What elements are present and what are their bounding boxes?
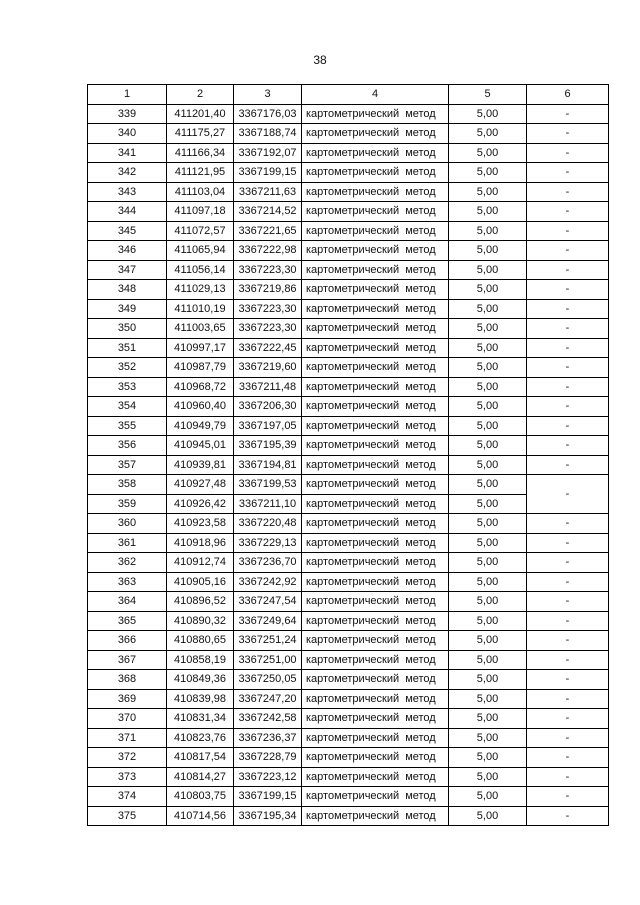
y-coordinate-cell: 3367228,79 [234, 748, 302, 768]
note-cell: - [527, 436, 609, 456]
point-number-cell: 342 [88, 163, 167, 183]
y-coordinate-cell: 3367214,52 [234, 202, 302, 222]
table-row [88, 163, 609, 183]
accuracy-cell: 5,00 [449, 709, 527, 729]
x-coordinate-cell: 410997,17 [167, 338, 234, 358]
method-cell: картометрический метод [302, 611, 449, 631]
point-number-cell: 353 [88, 377, 167, 397]
x-coordinate-cell: 410912,74 [167, 553, 234, 573]
point-number-cell: 340 [88, 124, 167, 144]
accuracy-cell: 5,00 [449, 143, 527, 163]
x-coordinate-cell: 410905,16 [167, 572, 234, 592]
x-coordinate-cell: 410858,19 [167, 650, 234, 670]
table-row [88, 241, 609, 261]
table-row [88, 260, 609, 280]
point-number-cell: 374 [88, 787, 167, 807]
method-cell: картометрический метод [302, 748, 449, 768]
method-cell: картометрический метод [302, 728, 449, 748]
accuracy-cell: 5,00 [449, 689, 527, 709]
table-row [88, 514, 609, 534]
point-number-cell: 364 [88, 592, 167, 612]
method-cell: картометрический метод [302, 670, 449, 690]
note-cell: - [527, 319, 609, 339]
note-cell: - [527, 728, 609, 748]
accuracy-cell: 5,00 [449, 358, 527, 378]
note-cell: - [527, 553, 609, 573]
accuracy-cell: 5,00 [449, 631, 527, 651]
note-cell: - [527, 241, 609, 261]
accuracy-cell: 5,00 [449, 338, 527, 358]
table-row [88, 280, 609, 300]
note-cell: - [527, 104, 609, 124]
method-cell: картометрический метод [302, 416, 449, 436]
y-coordinate-cell: 3367250,05 [234, 670, 302, 690]
y-coordinate-cell: 3367236,70 [234, 553, 302, 573]
note-cell: - [527, 767, 609, 787]
method-cell: картометрический метод [302, 494, 449, 514]
note-cell: - [527, 670, 609, 690]
x-coordinate-cell: 411003,65 [167, 319, 234, 339]
method-cell: картометрический метод [302, 163, 449, 183]
table-row [88, 533, 609, 553]
y-coordinate-cell: 3367195,39 [234, 436, 302, 456]
x-coordinate-cell: 410896,52 [167, 592, 234, 612]
point-number-cell: 339 [88, 104, 167, 124]
table-row [88, 182, 609, 202]
table-row [88, 299, 609, 319]
table-body [88, 104, 609, 826]
note-cell: - [527, 280, 609, 300]
accuracy-cell: 5,00 [449, 124, 527, 144]
y-coordinate-cell: 3367242,58 [234, 709, 302, 729]
y-coordinate-cell: 3367211,48 [234, 377, 302, 397]
point-number-cell: 367 [88, 650, 167, 670]
table-row [88, 709, 609, 729]
table-row [88, 572, 609, 592]
coordinates-table [87, 84, 609, 826]
method-cell: картометрический метод [302, 241, 449, 261]
method-cell: картометрический метод [302, 455, 449, 475]
note-cell: - [527, 709, 609, 729]
y-coordinate-cell: 3367219,60 [234, 358, 302, 378]
note-cell: - [527, 806, 609, 826]
table-row [88, 397, 609, 417]
method-cell: картометрический метод [302, 767, 449, 787]
table-row [88, 689, 609, 709]
accuracy-cell: 5,00 [449, 611, 527, 631]
note-cell: - [527, 143, 609, 163]
note-cell: - [527, 221, 609, 241]
point-number-cell: 370 [88, 709, 167, 729]
note-cell: - [527, 689, 609, 709]
point-number-cell: 358 [88, 475, 167, 495]
table-row [88, 358, 609, 378]
method-cell: картометрический метод [302, 436, 449, 456]
accuracy-cell: 5,00 [449, 163, 527, 183]
x-coordinate-cell: 410987,79 [167, 358, 234, 378]
x-coordinate-cell: 410926,42 [167, 494, 234, 514]
y-coordinate-cell: 3367199,53 [234, 475, 302, 495]
accuracy-cell: 5,00 [449, 572, 527, 592]
point-number-cell: 348 [88, 280, 167, 300]
point-number-cell: 356 [88, 436, 167, 456]
point-number-cell: 373 [88, 767, 167, 787]
y-coordinate-cell: 3367242,92 [234, 572, 302, 592]
point-number-cell: 352 [88, 358, 167, 378]
column-header-1: 1 [88, 85, 167, 105]
table-row [88, 611, 609, 631]
point-number-cell: 372 [88, 748, 167, 768]
note-cell: - [527, 514, 609, 534]
note-cell: - [527, 592, 609, 612]
point-number-cell: 371 [88, 728, 167, 748]
accuracy-cell: 5,00 [449, 299, 527, 319]
method-cell: картометрический метод [302, 397, 449, 417]
x-coordinate-cell: 410927,48 [167, 475, 234, 495]
table-row [88, 631, 609, 651]
note-cell: - [527, 572, 609, 592]
accuracy-cell: 5,00 [449, 455, 527, 475]
x-coordinate-cell: 411010,19 [167, 299, 234, 319]
point-number-cell: 359 [88, 494, 167, 514]
table-row [88, 728, 609, 748]
method-cell: картометрический метод [302, 221, 449, 241]
method-cell: картометрический метод [302, 806, 449, 826]
x-coordinate-cell: 410923,58 [167, 514, 234, 534]
y-coordinate-cell: 3367249,64 [234, 611, 302, 631]
column-header-4: 4 [302, 85, 449, 105]
y-coordinate-cell: 3367220,48 [234, 514, 302, 534]
table-row [88, 416, 609, 436]
note-cell: - [527, 124, 609, 144]
table-header-row [88, 85, 609, 105]
point-number-cell: 366 [88, 631, 167, 651]
note-cell: - [527, 416, 609, 436]
note-cell: - [527, 182, 609, 202]
y-coordinate-cell: 3367229,13 [234, 533, 302, 553]
method-cell: картометрический метод [302, 592, 449, 612]
point-number-cell: 350 [88, 319, 167, 339]
x-coordinate-cell: 410939,81 [167, 455, 234, 475]
x-coordinate-cell: 411121,95 [167, 163, 234, 183]
accuracy-cell: 5,00 [449, 728, 527, 748]
note-cell: - [527, 299, 609, 319]
accuracy-cell: 5,00 [449, 221, 527, 241]
accuracy-cell: 5,00 [449, 260, 527, 280]
accuracy-cell: 5,00 [449, 475, 527, 495]
method-cell: картометрический метод [302, 650, 449, 670]
note-cell: - [527, 377, 609, 397]
table-row [88, 592, 609, 612]
point-number-cell: 365 [88, 611, 167, 631]
note-cell: - [527, 163, 609, 183]
x-coordinate-cell: 410849,36 [167, 670, 234, 690]
note-cell: - [527, 397, 609, 417]
x-coordinate-cell: 410918,96 [167, 533, 234, 553]
table-row [88, 748, 609, 768]
x-coordinate-cell: 411056,14 [167, 260, 234, 280]
note-cell: - [527, 533, 609, 553]
method-cell: картометрический метод [302, 338, 449, 358]
y-coordinate-cell: 3367247,54 [234, 592, 302, 612]
accuracy-cell: 5,00 [449, 397, 527, 417]
x-coordinate-cell: 410839,98 [167, 689, 234, 709]
table-row [88, 455, 609, 475]
note-cell: - [527, 358, 609, 378]
table-row [88, 143, 609, 163]
point-number-cell: 351 [88, 338, 167, 358]
column-header-2: 2 [167, 85, 234, 105]
method-cell: картометрический метод [302, 319, 449, 339]
x-coordinate-cell: 410831,34 [167, 709, 234, 729]
note-cell: - [527, 611, 609, 631]
method-cell: картометрический метод [302, 104, 449, 124]
x-coordinate-cell: 410949,79 [167, 416, 234, 436]
point-number-cell: 363 [88, 572, 167, 592]
y-coordinate-cell: 3367206,30 [234, 397, 302, 417]
x-coordinate-cell: 411103,04 [167, 182, 234, 202]
y-coordinate-cell: 3367195,34 [234, 806, 302, 826]
method-cell: картометрический метод [302, 377, 449, 397]
table-row [88, 767, 609, 787]
point-number-cell: 346 [88, 241, 167, 261]
method-cell: картометрический метод [302, 124, 449, 144]
page-number: 38 [313, 53, 327, 67]
x-coordinate-cell: 410814,27 [167, 767, 234, 787]
method-cell: картометрический метод [302, 143, 449, 163]
table-row [88, 338, 609, 358]
point-number-cell: 361 [88, 533, 167, 553]
x-coordinate-cell: 411166,34 [167, 143, 234, 163]
accuracy-cell: 5,00 [449, 748, 527, 768]
y-coordinate-cell: 3367194,81 [234, 455, 302, 475]
x-coordinate-cell: 411201,40 [167, 104, 234, 124]
y-coordinate-cell: 3367236,37 [234, 728, 302, 748]
y-coordinate-cell: 3367223,30 [234, 299, 302, 319]
method-cell: картометрический метод [302, 631, 449, 651]
method-cell: картометрический метод [302, 182, 449, 202]
accuracy-cell: 5,00 [449, 241, 527, 261]
point-number-cell: 375 [88, 806, 167, 826]
accuracy-cell: 5,00 [449, 494, 527, 514]
x-coordinate-cell: 410890,32 [167, 611, 234, 631]
accuracy-cell: 5,00 [449, 319, 527, 339]
y-coordinate-cell: 3367192,07 [234, 143, 302, 163]
point-number-cell: 362 [88, 553, 167, 573]
y-coordinate-cell: 3367197,05 [234, 416, 302, 436]
accuracy-cell: 5,00 [449, 436, 527, 456]
y-coordinate-cell: 3367222,45 [234, 338, 302, 358]
note-cell: - [527, 787, 609, 807]
x-coordinate-cell: 410880,65 [167, 631, 234, 651]
y-coordinate-cell: 3367247,20 [234, 689, 302, 709]
x-coordinate-cell: 411097,18 [167, 202, 234, 222]
method-cell: картометрический метод [302, 709, 449, 729]
point-number-cell: 355 [88, 416, 167, 436]
table-row [88, 475, 609, 495]
table-row [88, 221, 609, 241]
accuracy-cell: 5,00 [449, 806, 527, 826]
method-cell: картометрический метод [302, 533, 449, 553]
note-cell: - [527, 202, 609, 222]
method-cell: картометрический метод [302, 260, 449, 280]
table-row [88, 670, 609, 690]
table-row [88, 436, 609, 456]
x-coordinate-cell: 410945,01 [167, 436, 234, 456]
point-number-cell: 357 [88, 455, 167, 475]
note-cell: - [527, 260, 609, 280]
method-cell: картометрический метод [302, 475, 449, 495]
point-number-cell: 368 [88, 670, 167, 690]
column-header-3: 3 [234, 85, 302, 105]
accuracy-cell: 5,00 [449, 553, 527, 573]
accuracy-cell: 5,00 [449, 767, 527, 787]
x-coordinate-cell: 410714,56 [167, 806, 234, 826]
method-cell: картометрический метод [302, 280, 449, 300]
accuracy-cell: 5,00 [449, 202, 527, 222]
y-coordinate-cell: 3367211,10 [234, 494, 302, 514]
y-coordinate-cell: 3367199,15 [234, 163, 302, 183]
point-number-cell: 354 [88, 397, 167, 417]
column-header-6: 6 [527, 85, 609, 105]
note-cell: - [527, 631, 609, 651]
table-row [88, 553, 609, 573]
table-row [88, 806, 609, 826]
x-coordinate-cell: 410803,75 [167, 787, 234, 807]
table-row [88, 124, 609, 144]
column-header-5: 5 [449, 85, 527, 105]
x-coordinate-cell: 411029,13 [167, 280, 234, 300]
accuracy-cell: 5,00 [449, 787, 527, 807]
y-coordinate-cell: 3367176,03 [234, 104, 302, 124]
table-row [88, 787, 609, 807]
y-coordinate-cell: 3367223,12 [234, 767, 302, 787]
method-cell: картометрический метод [302, 689, 449, 709]
method-cell: картометрический метод [302, 514, 449, 534]
table-row [88, 650, 609, 670]
accuracy-cell: 5,00 [449, 104, 527, 124]
note-cell: - [527, 475, 609, 514]
table-row [88, 202, 609, 222]
method-cell: картометрический метод [302, 202, 449, 222]
x-coordinate-cell: 411175,27 [167, 124, 234, 144]
x-coordinate-cell: 410960,40 [167, 397, 234, 417]
note-cell: - [527, 455, 609, 475]
x-coordinate-cell: 411072,57 [167, 221, 234, 241]
accuracy-cell: 5,00 [449, 280, 527, 300]
note-cell: - [527, 748, 609, 768]
y-coordinate-cell: 3367211,63 [234, 182, 302, 202]
method-cell: картометрический метод [302, 572, 449, 592]
point-number-cell: 369 [88, 689, 167, 709]
table-row [88, 377, 609, 397]
y-coordinate-cell: 3367251,24 [234, 631, 302, 651]
y-coordinate-cell: 3367222,98 [234, 241, 302, 261]
accuracy-cell: 5,00 [449, 377, 527, 397]
table-row [88, 319, 609, 339]
note-cell: - [527, 650, 609, 670]
note-cell: - [527, 338, 609, 358]
x-coordinate-cell: 410968,72 [167, 377, 234, 397]
point-number-cell: 341 [88, 143, 167, 163]
method-cell: картометрический метод [302, 299, 449, 319]
y-coordinate-cell: 3367223,30 [234, 319, 302, 339]
y-coordinate-cell: 3367223,30 [234, 260, 302, 280]
y-coordinate-cell: 3367221,65 [234, 221, 302, 241]
accuracy-cell: 5,00 [449, 650, 527, 670]
method-cell: картометрический метод [302, 358, 449, 378]
method-cell: картометрический метод [302, 787, 449, 807]
y-coordinate-cell: 3367188,74 [234, 124, 302, 144]
point-number-cell: 344 [88, 202, 167, 222]
accuracy-cell: 5,00 [449, 533, 527, 553]
point-number-cell: 345 [88, 221, 167, 241]
point-number-cell: 343 [88, 182, 167, 202]
x-coordinate-cell: 410817,54 [167, 748, 234, 768]
accuracy-cell: 5,00 [449, 514, 527, 534]
x-coordinate-cell: 410823,76 [167, 728, 234, 748]
point-number-cell: 360 [88, 514, 167, 534]
accuracy-cell: 5,00 [449, 182, 527, 202]
y-coordinate-cell: 3367199,15 [234, 787, 302, 807]
point-number-cell: 347 [88, 260, 167, 280]
accuracy-cell: 5,00 [449, 670, 527, 690]
accuracy-cell: 5,00 [449, 416, 527, 436]
method-cell: картометрический метод [302, 553, 449, 573]
x-coordinate-cell: 411065,94 [167, 241, 234, 261]
y-coordinate-cell: 3367251,00 [234, 650, 302, 670]
point-number-cell: 349 [88, 299, 167, 319]
y-coordinate-cell: 3367219,86 [234, 280, 302, 300]
table-row [88, 104, 609, 124]
accuracy-cell: 5,00 [449, 592, 527, 612]
